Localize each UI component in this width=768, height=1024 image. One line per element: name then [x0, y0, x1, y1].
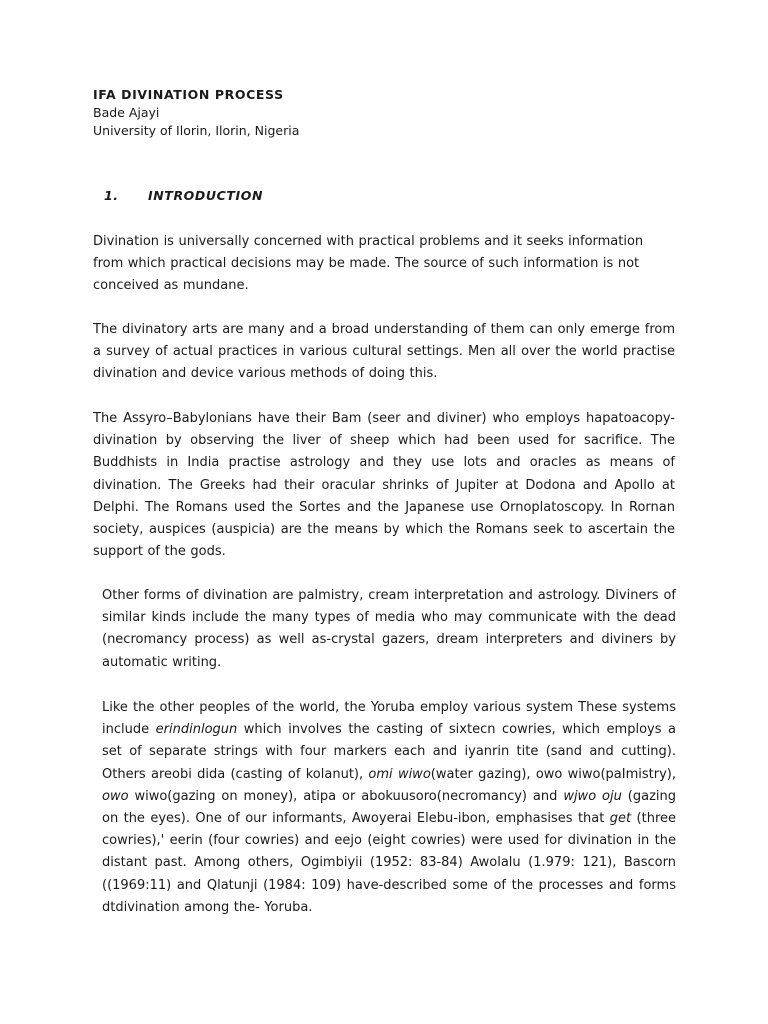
paragraph-5-italic-term: omi wiwo — [368, 766, 431, 782]
author-name: Bade Ajayi — [93, 105, 160, 120]
section-number: 1. — [104, 188, 119, 203]
paragraph-5-text: which involves the casting of sixtecn cowries, which employs a set of separate strings with four markers each and iyanrin tite (sand and cutting). Others areobi dida (casting of kolanut), — [102, 722, 677, 782]
paragraph-5-italic-term: get — [609, 811, 632, 827]
paragraph-5-italic-term: owo — [102, 788, 129, 804]
paragraph-5-italic-term: erindinlogun — [155, 722, 238, 738]
section-heading — [104, 187, 263, 205]
paragraph-5-text: (water gazing), owo wiwo(paImistry), — [430, 766, 676, 782]
paragraph-2: The divinatory arts are many and a broad understanding of them can only emerge from a survey of actual practices in various cultural settings. Men all over the world practise divination and device various methods of doing this. — [93, 322, 675, 382]
paragraph-4: Other forms of divination are palmistry, cream interpretation and astrology. Diviners of similar kinds include the many types of media who may communicate with the dead (necromancy process) as well as-crystal gazers, dream interpreters and diviners by automatic writing. — [102, 588, 676, 670]
paragraph-3: The Assyro–Babylonians have their Bam (seer and diviner) who employs hapatoacopy-divination by observing the liver of sheep which had been used for sacrifice. The Buddhists in India practise astrology and they use lots and oracles as means of divination. The Greeks had their oracular shrinks of Jupiter at Dodona and Apollo at Delphi. The Romans used the Sortes and the Japanese use Ornoplatoscopy. In Rornan society, auspices (auspicia) are the means by which the Romans seek to ascertain the support of the gods. — [93, 411, 675, 560]
paragraph-5-text: (three cowries),' eerin (four cowries) and eejo (eight cowries) were used for divination in the distant past. Among others, Ogimbiyii (1952: 83-84) Awolalu (1.979: 121), Bascorn ((1969:11) and Qlatunji (1984: 109) have-described some of the processes and forms dtdivination among the- Yoruba. — [102, 811, 676, 915]
paragraph-1: Divination is universally concerned with practical problems and it seeks information from which practical decisions may be made. The source of such information is not conceived as mundane. — [93, 234, 644, 294]
document-header — [93, 86, 693, 140]
paragraph-5 — [102, 697, 676, 919]
section-title: INTRODUCTION — [148, 188, 264, 203]
paragraph-5-text: Like the other peoples of the world, the Yoruba employ various system These systems include — [102, 700, 676, 738]
document-title: IFA DIVINATION PROCESS — [93, 87, 284, 102]
paragraph-5-text: (gazing on the eyes). One of our informants, Awoyerai Elebu-ibon, emphasises that — [102, 788, 677, 827]
paragraph-5-italic-term: wjwo oju — [563, 788, 622, 804]
paragraph-5-text: wiwo(gazing on money), atipa or abokuusoro(necromancy) and — [128, 788, 564, 804]
author-affiliation: University of Ilorin, Ilorin, Nigeria — [93, 123, 300, 138]
